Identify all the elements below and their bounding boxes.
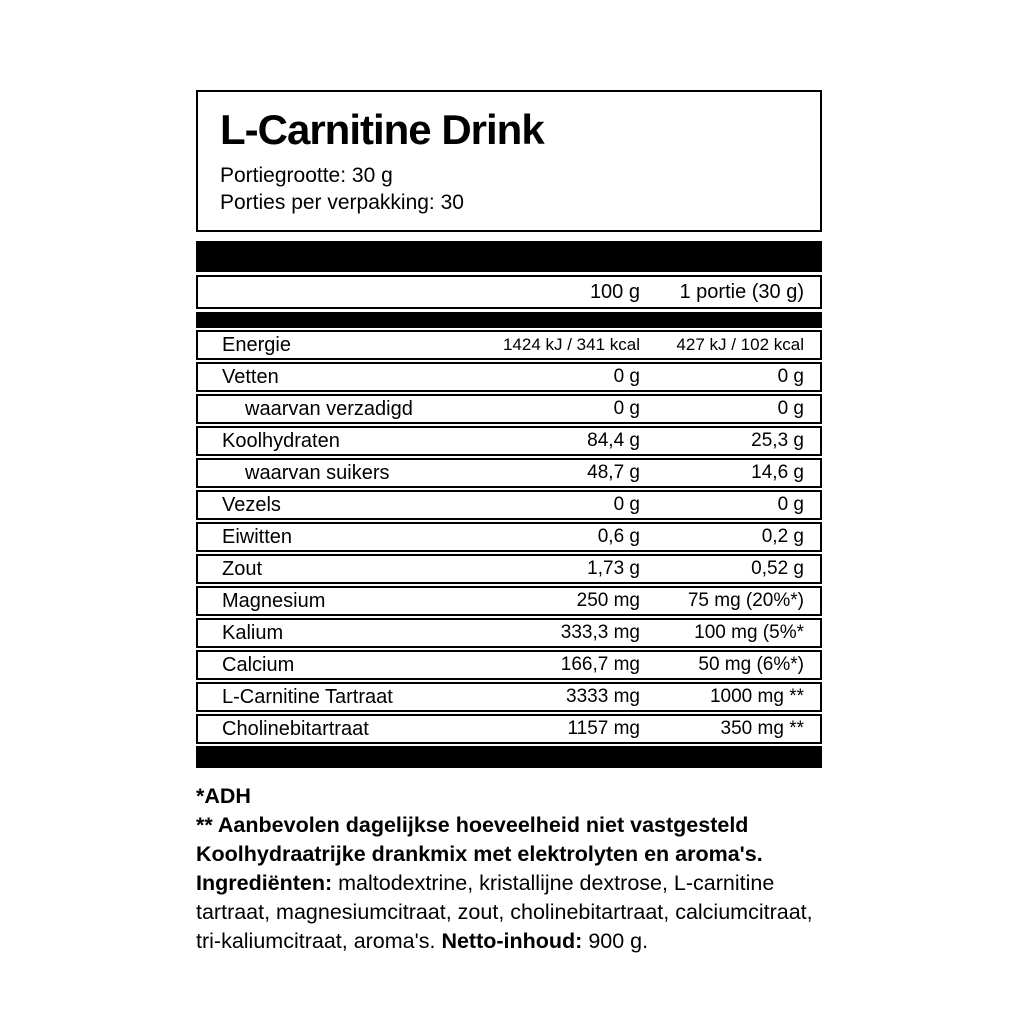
value-per-portion: 0,2 g — [761, 526, 804, 547]
divider-bar-middle — [196, 312, 822, 328]
table-row-waarvan-verzadigd — [196, 394, 822, 424]
ingredients-paragraph — [196, 869, 822, 956]
nutrient-name: L-Carnitine Tartraat — [222, 685, 393, 708]
ingredients-label: Ingrediënten: — [196, 871, 333, 895]
value-per-portion: 350 mg ** — [720, 718, 804, 739]
value-per-100g: 1,73 g — [587, 558, 640, 579]
table-row-magnesium — [196, 586, 822, 616]
nutrient-name: Magnesium — [222, 589, 326, 612]
value-per-portion: 14,6 g — [751, 462, 804, 483]
servings-per-pack: Porties per verpakking: 30 — [220, 191, 464, 214]
product-description: Koolhydraatrijke drankmix met elektrolyten en aroma's. — [196, 842, 763, 866]
nutrient-name: Zout — [222, 557, 263, 580]
value-per-portion: 25,3 g — [751, 430, 804, 451]
value-per-100g: 0 g — [613, 398, 640, 419]
value-per-100g: 0 g — [613, 366, 640, 387]
nutrient-name: waarvan suikers — [245, 461, 390, 484]
nutrient-name: Eiwitten — [222, 525, 293, 548]
net-content-label: Netto-inhoud: — [441, 929, 583, 953]
nutrient-name: Cholinebitartraat — [222, 717, 369, 740]
value-per-100g: 250 mg — [576, 590, 640, 611]
value-per-100g: 48,7 g — [587, 462, 640, 483]
footnote-daily-amount: ** Aanbevolen dagelijkse hoeveelheid niet vastgesteld — [196, 813, 749, 837]
value-per-portion: 427 kJ / 102 kcal — [676, 335, 804, 354]
label-footer — [196, 782, 822, 956]
table-row-kalium — [196, 618, 822, 648]
value-per-portion: 0 g — [777, 398, 804, 419]
nutrient-name: Koolhydraten — [222, 429, 340, 452]
table-row-vetten — [196, 362, 822, 392]
value-per-portion: 1000 mg ** — [709, 686, 804, 707]
value-per-100g: 84,4 g — [587, 430, 640, 451]
value-per-portion: 0 g — [777, 366, 804, 387]
divider-bar-top — [196, 241, 822, 272]
table-row-cholinebitartraat — [196, 714, 822, 744]
value-per-portion: 100 mg (5%* — [694, 622, 804, 643]
table-row-vezels — [196, 490, 822, 520]
value-per-100g: 0 g — [613, 494, 640, 515]
column-header-row — [196, 275, 822, 309]
value-per-portion: 75 mg (20%*) — [687, 590, 804, 611]
net-content-value: 900 g. — [582, 929, 649, 953]
nutrient-name: Vezels — [222, 493, 281, 516]
nutrient-name: Calcium — [222, 653, 295, 676]
value-per-100g: 0,6 g — [597, 526, 640, 547]
value-per-100g: 333,3 mg — [560, 622, 640, 643]
footnote-adh: *ADH — [196, 784, 251, 808]
table-row-energie — [196, 330, 822, 360]
column-header-per-100g: 100 g — [589, 280, 640, 303]
nutrition-table — [196, 330, 822, 744]
value-per-100g: 1424 kJ / 341 kcal — [502, 335, 640, 354]
column-header-per-portion: 1 portie (30 g) — [679, 280, 804, 303]
table-row-zout — [196, 554, 822, 584]
divider-bar-bottom — [196, 746, 822, 768]
value-per-portion: 0 g — [777, 494, 804, 515]
value-per-portion: 0,52 g — [751, 558, 804, 579]
value-per-100g: 1157 mg — [567, 718, 640, 739]
nutrient-name: Vetten — [222, 365, 279, 388]
product-title: L-Carnitine Drink — [220, 106, 544, 153]
table-row-waarvan-suikers — [196, 458, 822, 488]
serving-size: Portiegrootte: 30 g — [220, 164, 393, 187]
ingredients-list: maltodextrine, kristallijne dextrose, L-carnitine tartraat, magnesiumcitraat, zout, cholinebitartraat, calciumcitraat, tri-kaliumcitraat, aroma's. — [196, 871, 813, 953]
value-per-100g: 3333 mg — [566, 686, 640, 707]
label-header — [196, 90, 822, 232]
table-row-koolhydraten — [196, 426, 822, 456]
nutrient-name: Energie — [222, 333, 291, 356]
nutrient-name: waarvan verzadigd — [245, 397, 413, 420]
value-per-100g: 166,7 mg — [560, 654, 640, 675]
table-row-calcium — [196, 650, 822, 680]
table-row-l-carnitine-tartraat — [196, 682, 822, 712]
nutrition-label — [196, 90, 822, 956]
value-per-portion: 50 mg (6%*) — [698, 654, 804, 675]
nutrient-name: Kalium — [222, 621, 284, 644]
table-row-eiwitten — [196, 522, 822, 552]
